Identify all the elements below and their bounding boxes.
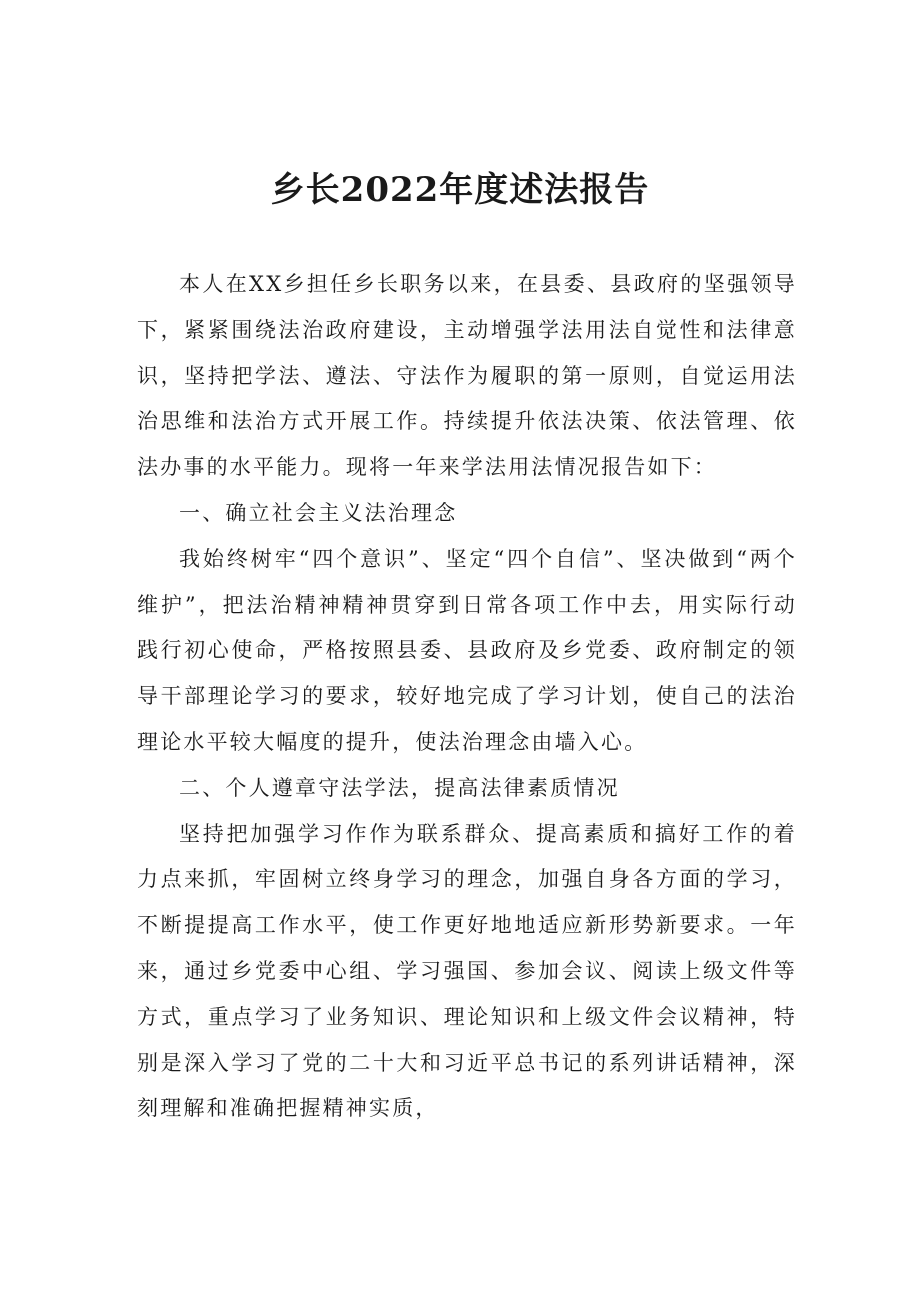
document-body bbox=[137, 262, 797, 1132]
intro-paragraph: 本人在XX乡担任乡长职务以来，在县委、县政府的坚强领导下，紧紧围绕法治政府建设，主动增强学法用法自觉性和法律意识，坚持把学法、遵法、守法作为履职的第一原则，自觉运用法治思维和法治方式开展工作。持续提升依法决策、依法管理、依法办事的水平能力。现将一年来学法用法情况报告如下： bbox=[137, 272, 797, 480]
section-2-heading: 二、个人遵章守法学法，提高法律素质情况 bbox=[179, 775, 620, 800]
section-1-heading: 一、确立社会主义法治理念 bbox=[179, 500, 458, 525]
document-title: 乡长2022年度述法报告 bbox=[270, 170, 650, 210]
section-2-paragraph: 坚持把加强学习作作为联系群众、提高素质和搞好工作的着力点来抓，牢固树立终身学习的理念，加强自身各方面的学习，不断提提高工作水平，使工作更好地地适应新形势新要求。一年来，通过乡党委中心组、学习强国、参加会议、阅读上级文件等方式，重点学习了业务知识、理论知识和上级文件会议精神，特别是深入学习了党的二十大和习近平总书记的系列讲话精神，深刻理解和准确把握精神实质， bbox=[137, 821, 797, 1121]
section-1-paragraph: 我始终树牢“四个意识”、坚定“四个自信”、坚决做到“两个维护”，把法治精神精神贯穿到日常各项工作中去，用实际行动践行初心使命，严格按照县委、县政府及乡党委、政府制定的领导干部理论学习的要求，较好地完成了学习计划，使自己的法治理论水平较大幅度的提升，使法治理念由墙入心。 bbox=[137, 546, 797, 754]
